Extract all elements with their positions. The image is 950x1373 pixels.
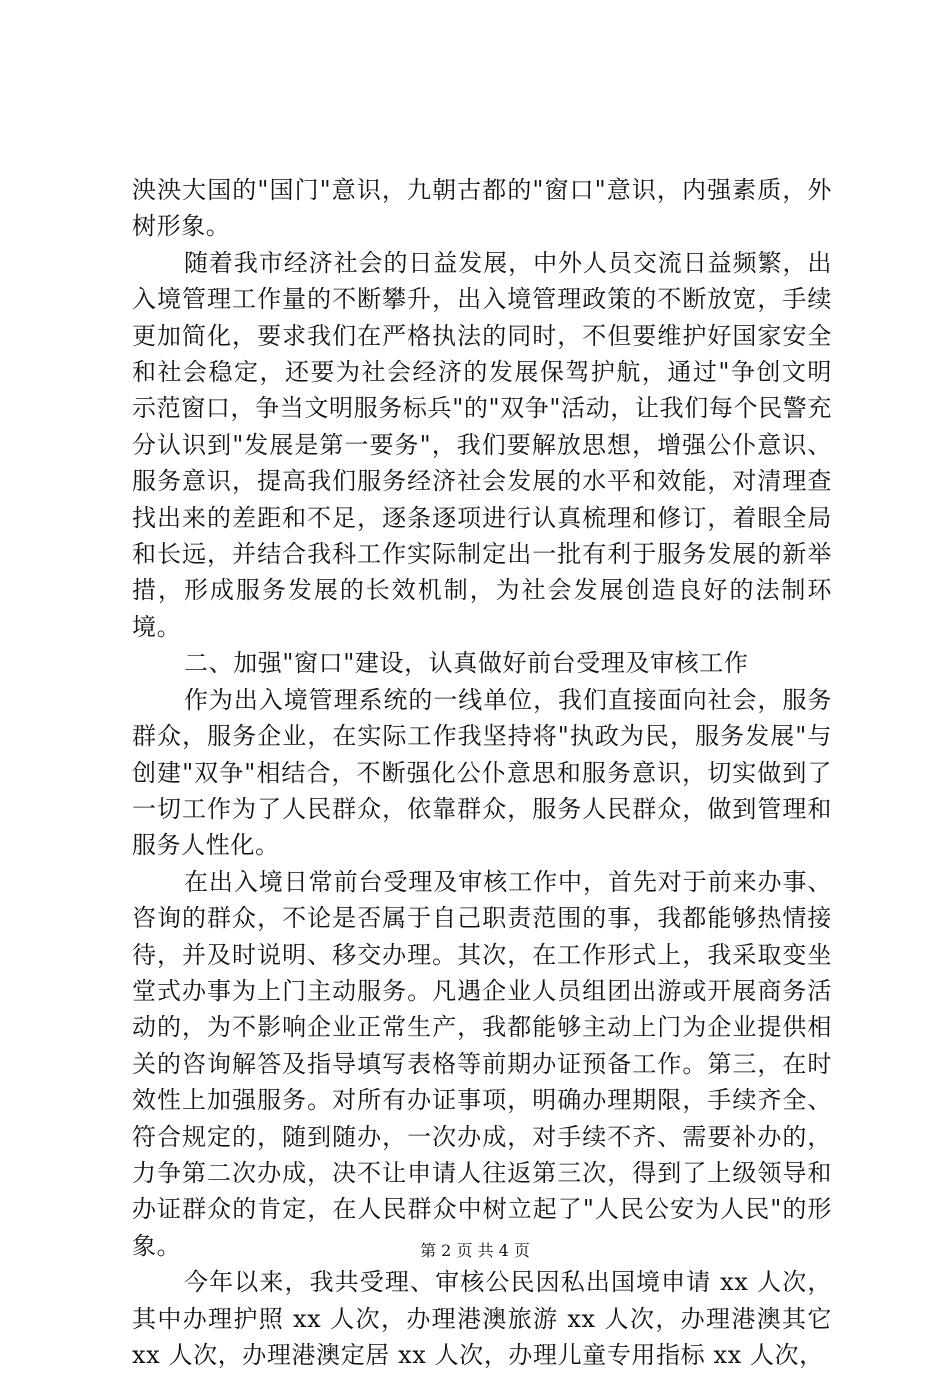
section-heading: 二、加强"窗口"建设，认真做好前台受理及审核工作	[184, 649, 749, 678]
paragraph-2: 随着我市经济社会的日益发展，中外人员交流日益频繁，出入境管理工作量的不断攀升，出入境管理政策的不断放宽，手续更加简化，要求我们在严格执法的同时，不但要维护好国家安全和社会稳定，还要为社会经济的发展保驾护航，通过"争创文明示范窗口，争当文明服务标兵"的"双争"活动，让我们每个民警充分认识到"发展是第一要务"，我们要解放思想，增强公仆意识、服务意识，提高我们服务经济社会发展的水平和效能，对清理查找出来的差距和不足，逐条逐项进行认真梳理和修订，着眼全局和长远，并结合我科工作实际制定出一批有利于服务发展的新举措，形成服务发展的长效机制，为社会发展创造良好的法制环境。	[132, 248, 832, 641]
document-body	[132, 172, 832, 1373]
page-number-label: 第 2 页 共 4 页	[420, 1241, 530, 1260]
paragraph-1: 泱泱大国的"国门"意识，九朝古都的"窗口"意识，内强素质，外树形象。	[132, 176, 832, 241]
paragraph-5: 今年以来，我共受理、审核公民因私出国境申请 xx 人次，其中办理护照 xx 人次，办理港澳旅游 xx 人次，办理港澳其它 xx 人次，办理港澳定居 xx 人次，办理儿童专用指标 xx 人次，	[132, 1268, 832, 1369]
paragraph-3: 作为出入境管理系统的一线单位，我们直接面向社会，服务群众，服务企业，在实际工作我坚持将"执政为民，服务发展"与创建"双争"相结合，不断强化公仆意思和服务意识，切实做到了一切工作为了人民群众，依靠群众，服务人民群众，做到管理和服务人性化。	[132, 685, 832, 860]
page-footer	[0, 1241, 950, 1261]
paragraph-4: 在出入境日常前台受理及审核工作中，首先对于前来办事、咨询的群众，不论是否属于自己职责范围的事，我都能够热情接待，并及时说明、移交办理。其次，在工作形式上，我采取变坐堂式办事为上门主动服务。凡遇企业人员组团出游或开展商务活动的，为不影响企业正常生产，我都能够主动上门为企业提供相关的咨询解答及指导填写表格等前期办证预备工作。第三，在时效性上加强服务。对所有办证事项，明确办理期限，手续齐全、符合规定的，随到随办，一次办成，对手续不齐、需要补办的，力争第二次办成，决不让申请人往返第三次，得到了上级领导和办证群众的肯定，在人民群众中树立起了"人民公安为人民"的形象。	[132, 867, 832, 1260]
